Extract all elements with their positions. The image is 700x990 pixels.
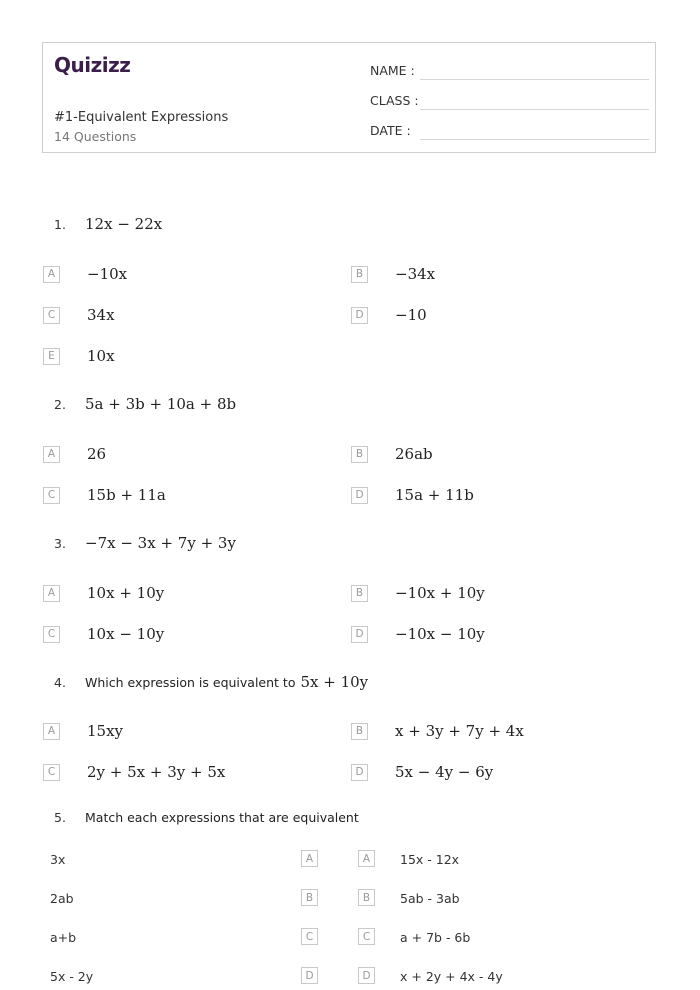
- option-letter-box: E: [43, 348, 60, 365]
- option-1b[interactable]: [351, 264, 435, 284]
- option-text: 15b + 11a: [87, 486, 166, 504]
- option-text: −34x: [395, 265, 436, 283]
- option-1e[interactable]: [43, 346, 115, 366]
- question-math: 5x + 10y: [300, 673, 369, 691]
- option-text: 2y + 5x + 3y + 5x: [87, 763, 226, 781]
- question-number: 4.: [54, 674, 66, 690]
- option-text: 34x: [87, 306, 115, 324]
- question-text: 12x − 22x: [85, 215, 163, 233]
- name-label: NAME :: [370, 63, 415, 78]
- question-2: [54, 394, 236, 414]
- class-line: [420, 109, 649, 110]
- option-letter-box: C: [43, 626, 60, 643]
- option-3b[interactable]: [351, 583, 485, 603]
- question-number: 2.: [54, 396, 66, 412]
- match-row: [50, 967, 503, 987]
- option-letter-box: B: [351, 723, 368, 740]
- option-1c[interactable]: [43, 305, 115, 325]
- match-left-letter-box[interactable]: D: [301, 967, 318, 984]
- date-line: [420, 139, 649, 140]
- match-left-item: a+b: [50, 930, 77, 945]
- option-letter-box: B: [351, 446, 368, 463]
- option-text: −10x − 10y: [395, 625, 485, 643]
- worksheet-header: [42, 42, 656, 153]
- match-row: [50, 850, 470, 870]
- quizizz-logo: Quizizz: [54, 53, 131, 77]
- name-field[interactable]: [370, 58, 648, 80]
- option-text: x + 3y + 7y + 4x: [395, 722, 524, 740]
- question-number: 1.: [54, 216, 66, 232]
- option-text: −10x + 10y: [395, 584, 485, 602]
- match-row: [50, 889, 470, 909]
- match-right-letter-box[interactable]: A: [358, 850, 375, 867]
- option-letter-box: D: [351, 764, 368, 781]
- match-right-item: x + 2y + 4x - 4y: [400, 969, 503, 984]
- option-letter-box: D: [351, 307, 368, 324]
- option-letter-box: D: [351, 626, 368, 643]
- option-text: 26ab: [395, 445, 433, 463]
- match-right-item: 5ab - 3ab: [400, 891, 460, 906]
- date-label: DATE :: [370, 123, 411, 138]
- option-3a[interactable]: [43, 583, 164, 603]
- option-letter-box: A: [43, 446, 60, 463]
- option-text: 10x: [87, 347, 115, 365]
- option-letter-box: C: [43, 487, 60, 504]
- question-text: Match each expressions that are equivalent: [85, 809, 359, 825]
- question-number: 5.: [54, 809, 66, 825]
- option-4b[interactable]: [351, 721, 524, 741]
- match-left-item: 2ab: [50, 891, 74, 906]
- option-text: 10x + 10y: [87, 584, 165, 602]
- option-text: 15xy: [87, 722, 124, 740]
- question-3: [54, 533, 236, 553]
- option-2b[interactable]: [351, 444, 433, 464]
- name-line: [420, 79, 649, 80]
- match-left-letter-box[interactable]: A: [301, 850, 318, 867]
- option-2d[interactable]: [351, 485, 474, 505]
- option-2c[interactable]: [43, 485, 166, 505]
- option-letter-box: C: [43, 307, 60, 324]
- option-1a[interactable]: [43, 264, 127, 284]
- class-label: CLASS :: [370, 93, 419, 108]
- option-letter-box: A: [43, 723, 60, 740]
- option-letter-box: D: [351, 487, 368, 504]
- option-4d[interactable]: [351, 762, 493, 782]
- match-row: [50, 928, 470, 948]
- match-right-letter-box[interactable]: D: [358, 967, 375, 984]
- option-text: 26: [87, 445, 107, 463]
- option-text: 5x − 4y − 6y: [395, 763, 494, 781]
- option-3c[interactable]: [43, 624, 164, 644]
- option-text: −10: [395, 306, 427, 324]
- option-letter-box: B: [351, 266, 368, 283]
- match-left-letter-box[interactable]: C: [301, 928, 318, 945]
- option-3d[interactable]: [351, 624, 485, 644]
- question-text: −7x − 3x + 7y + 3y: [85, 534, 236, 552]
- question-number: 3.: [54, 535, 66, 551]
- question-text: 5a + 3b + 10a + 8b: [85, 395, 237, 413]
- class-field[interactable]: [370, 88, 648, 110]
- option-1d[interactable]: [351, 305, 427, 325]
- option-4a[interactable]: [43, 721, 123, 741]
- match-right-item: a + 7b - 6b: [400, 930, 471, 945]
- option-letter-box: C: [43, 764, 60, 781]
- match-right-letter-box[interactable]: C: [358, 928, 375, 945]
- match-right-letter-box[interactable]: B: [358, 889, 375, 906]
- option-2a[interactable]: [43, 444, 106, 464]
- question-5: [54, 807, 359, 827]
- option-text: 10x − 10y: [87, 625, 165, 643]
- option-text: −10x: [87, 265, 128, 283]
- match-right-item: 15x - 12x: [400, 852, 460, 867]
- option-letter-box: A: [43, 266, 60, 283]
- question-4: [54, 672, 368, 692]
- question-1: [54, 214, 162, 234]
- question-count: 14 Questions: [54, 129, 137, 144]
- match-left-item: 5x - 2y: [50, 969, 94, 984]
- match-left-letter-box[interactable]: B: [301, 889, 318, 906]
- option-letter-box: A: [43, 585, 60, 602]
- question-text: Which expression is equivalent to: [85, 674, 296, 690]
- worksheet-title: #1-Equivalent Expressions: [54, 110, 229, 125]
- option-letter-box: B: [351, 585, 368, 602]
- option-4c[interactable]: [43, 762, 225, 782]
- match-left-item: 3x: [50, 852, 66, 867]
- option-text: 15a + 11b: [395, 486, 474, 504]
- date-field[interactable]: [370, 118, 648, 140]
